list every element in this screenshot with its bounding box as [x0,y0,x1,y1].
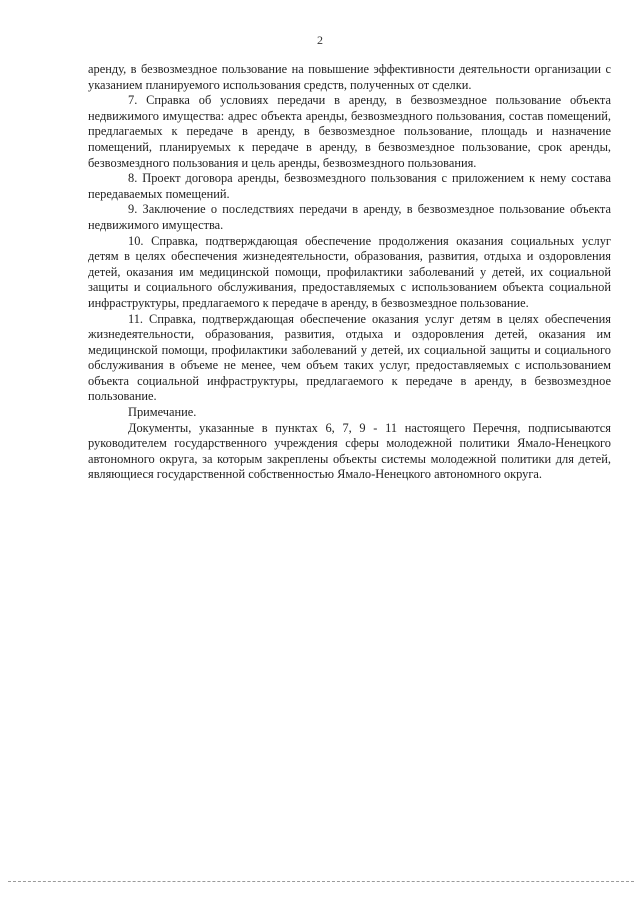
note-heading: Примечание. [128,405,197,420]
paragraph-item-8: 8. Проект договора аренды, безвозмездного пользования с приложением к нему состава передаваемых помещений. [88,171,611,201]
paragraph-item-11: 11. Справка, подтверждающая обеспечение оказания услуг детям в целях обеспечения жизнедеятельности, образования, развития, отдыха и оздоровления детей, оказания им медицинской помощи, профилактики заболеваний у детей, их социальной защиты и социального обслуживания в объеме не менее, чем объем таких услуг, предоставляемых с использованием объекта социальной инфраструктуры, предлагаемого к передаче в аренду, в безвозмездное пользование. [88,311,611,404]
page-number: 2 [317,33,323,47]
document-body [88,62,611,483]
paragraph-continuation: аренду, в безвозмездное пользование на повышение эффективности деятельности организации с указанием планируемого использования средств, полученных от сделки. [88,62,611,92]
note-text: Документы, указанные в пунктах 6, 7, 9 - 11 настоящего Перечня, подписываются руководителем государственного учреждения сферы молодежной политики Ямало-Ненецкого автономного округа, за которым закреплены объекты системы молодежной политики для детей, являющиеся государственной собственностью Ямало-Ненецкого автономного округа. [88,420,611,482]
paragraph-item-10: 10. Справка, подтверждающая обеспечение продолжения оказания социальных услуг детям в целях обеспечения жизнедеятельности, образования, развития, отдыха и оздоровления детей, оказания им медицинской помощи, профилактики заболеваний у детей, их социальной защиты и социального обслуживания, предоставляемых с использованием объекта социальной инфраструктуры, предлагаемого к передаче в аренду, в безвозмездное пользование. [88,233,611,310]
paragraph-item-7: 7. Справка об условиях передачи в аренду, в безвозмездное пользование объекта недвижимого имущества: адрес объекта аренды, безвозмездного пользования, состав помещений, предлагаемых к передаче в аренду, в безвозмездное пользование, площадь и назначение помещений, планируемых к передаче в аренду, в безвозмездное пользование, срок аренды, безвозмездного пользования и цель аренды, безвозмездного пользования. [88,93,611,170]
paragraph-item-9: 9. Заключение о последствиях передачи в аренду, в безвозмездное пользование объекта недвижимого имущества. [88,202,611,232]
footer-divider [8,881,634,882]
